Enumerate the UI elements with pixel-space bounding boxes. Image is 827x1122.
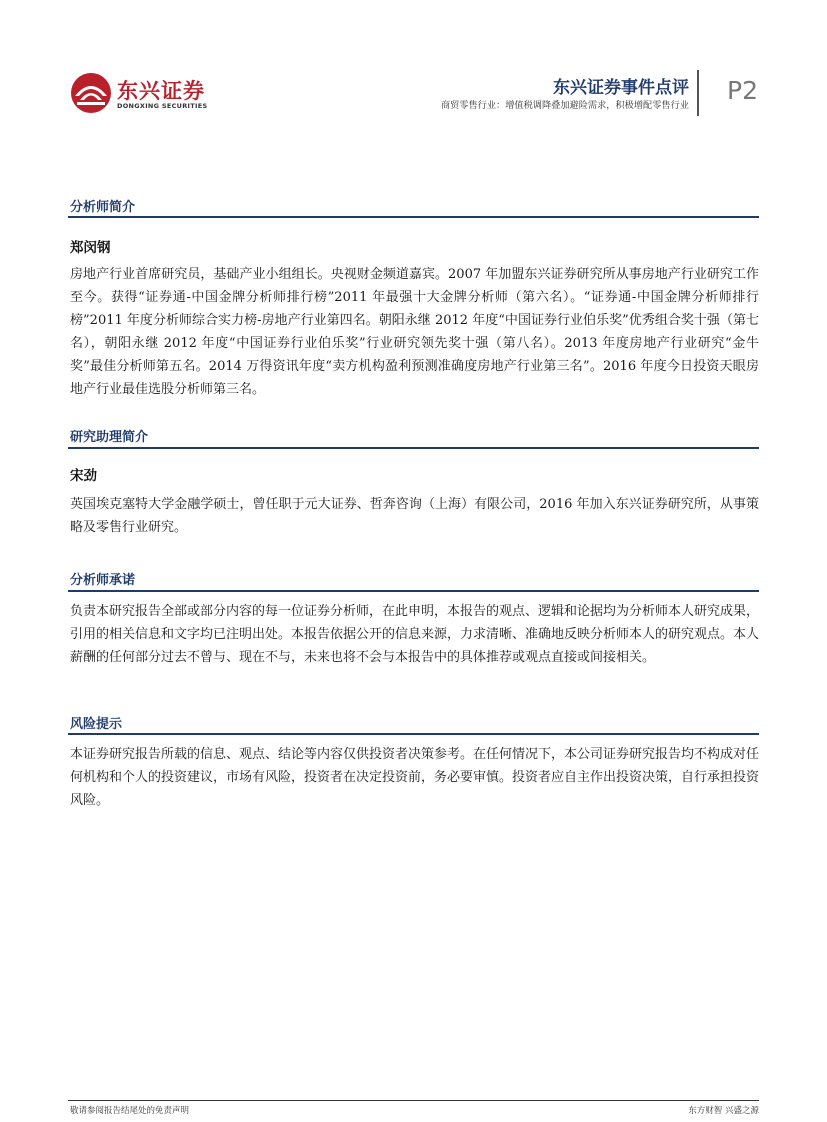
commitment-text: 负责本研究报告全部或部分内容的每一位证券分析师，在此申明，本报告的观点、逻辑和论据均为分析师本人研究成果，引用的相关信息和文字均已注明出处。本报告依据公开的信息来源，力求清晰、准确地反映分析师本人的研究观点。本人薪酬的任何部分过去不曾与、现在不与，未来也将不会与本报告中的具体推荐或观点直接或间接相关。 — [70, 604, 760, 665]
company-logo — [70, 72, 230, 116]
assistant-bio: 英国埃克塞特大学金融学硕士，曾任职于元大证券、哲奔咨询（上海）有限公司，2016 年加入东兴证券研究所，从事策略及零售行业研究。 — [70, 497, 759, 535]
dongxing-logo-icon — [70, 72, 112, 114]
section-rule — [68, 590, 759, 592]
page-number: P2 — [727, 76, 758, 105]
section-title-commitment: 分析师承诺 — [70, 573, 136, 588]
section-rule — [68, 733, 759, 735]
logo-chinese-name: 东兴证券 — [117, 79, 205, 103]
report-type: 东兴证券事件点评 — [553, 78, 689, 98]
section-rule — [68, 216, 759, 218]
logo-english-name: DONGXING SECURITIES — [117, 102, 208, 110]
section-title-analyst: 分析师简介 — [70, 200, 136, 215]
report-subtitle: 商贸零售行业：增值税调降叠加避险需求，积极增配零售行业 — [440, 100, 689, 111]
footer-rule — [68, 1100, 759, 1101]
section-title-assistant: 研究助理简介 — [70, 430, 149, 445]
footer-disclaimer-note: 敬请参阅报告结尾处的免责声明 — [70, 1106, 190, 1116]
analyst-name: 郑闵钢 — [70, 240, 111, 256]
page-header — [0, 0, 827, 130]
header-divider — [697, 70, 699, 116]
assistant-name: 宋劲 — [70, 468, 97, 484]
analyst-bio: 房地产行业首席研究员，基础产业小组组长。央视财金频道嘉宾。2007 年加盟东兴证券研究所从事房地产行业研究工作至今。获得“证券通-中国金牌分析师排行榜”2011 年最强十大金牌分析师（第六名）。“证券通-中国金牌分析师排行榜”2011 年度分析师综合实力榜-房地产行业第四名。朝阳永继 2012 年度“中国证券行业伯乐奖”优秀组合奖十强（第七名），朝阳永继 2012 年度“中国证券行业伯乐奖”行业研究领先奖十强（第八名）。2013 年度房地产行业研究“金牛奖”最佳分析师第五名。2014 万得资讯年度“卖方机构盈利预测准确度房地产行业第三名”。2016 年度今日投资天眼房地产行业最佳选股分析师第三名。 — [70, 267, 759, 397]
risk-text: 本证券研究报告所载的信息、观点、结论等内容仅供投资者决策参考。在任何情况下，本公司证券研究报告均不构成对任何机构和个人的投资建议，市场有风险，投资者在决定投资前，务必要审慎。投资者应自主作出投资决策，自行承担投资风险。 — [70, 747, 760, 808]
section-title-risk: 风险提示 — [70, 717, 123, 732]
footer-slogan: 东方财智 兴盛之源 — [688, 1106, 759, 1116]
section-rule — [68, 447, 759, 449]
